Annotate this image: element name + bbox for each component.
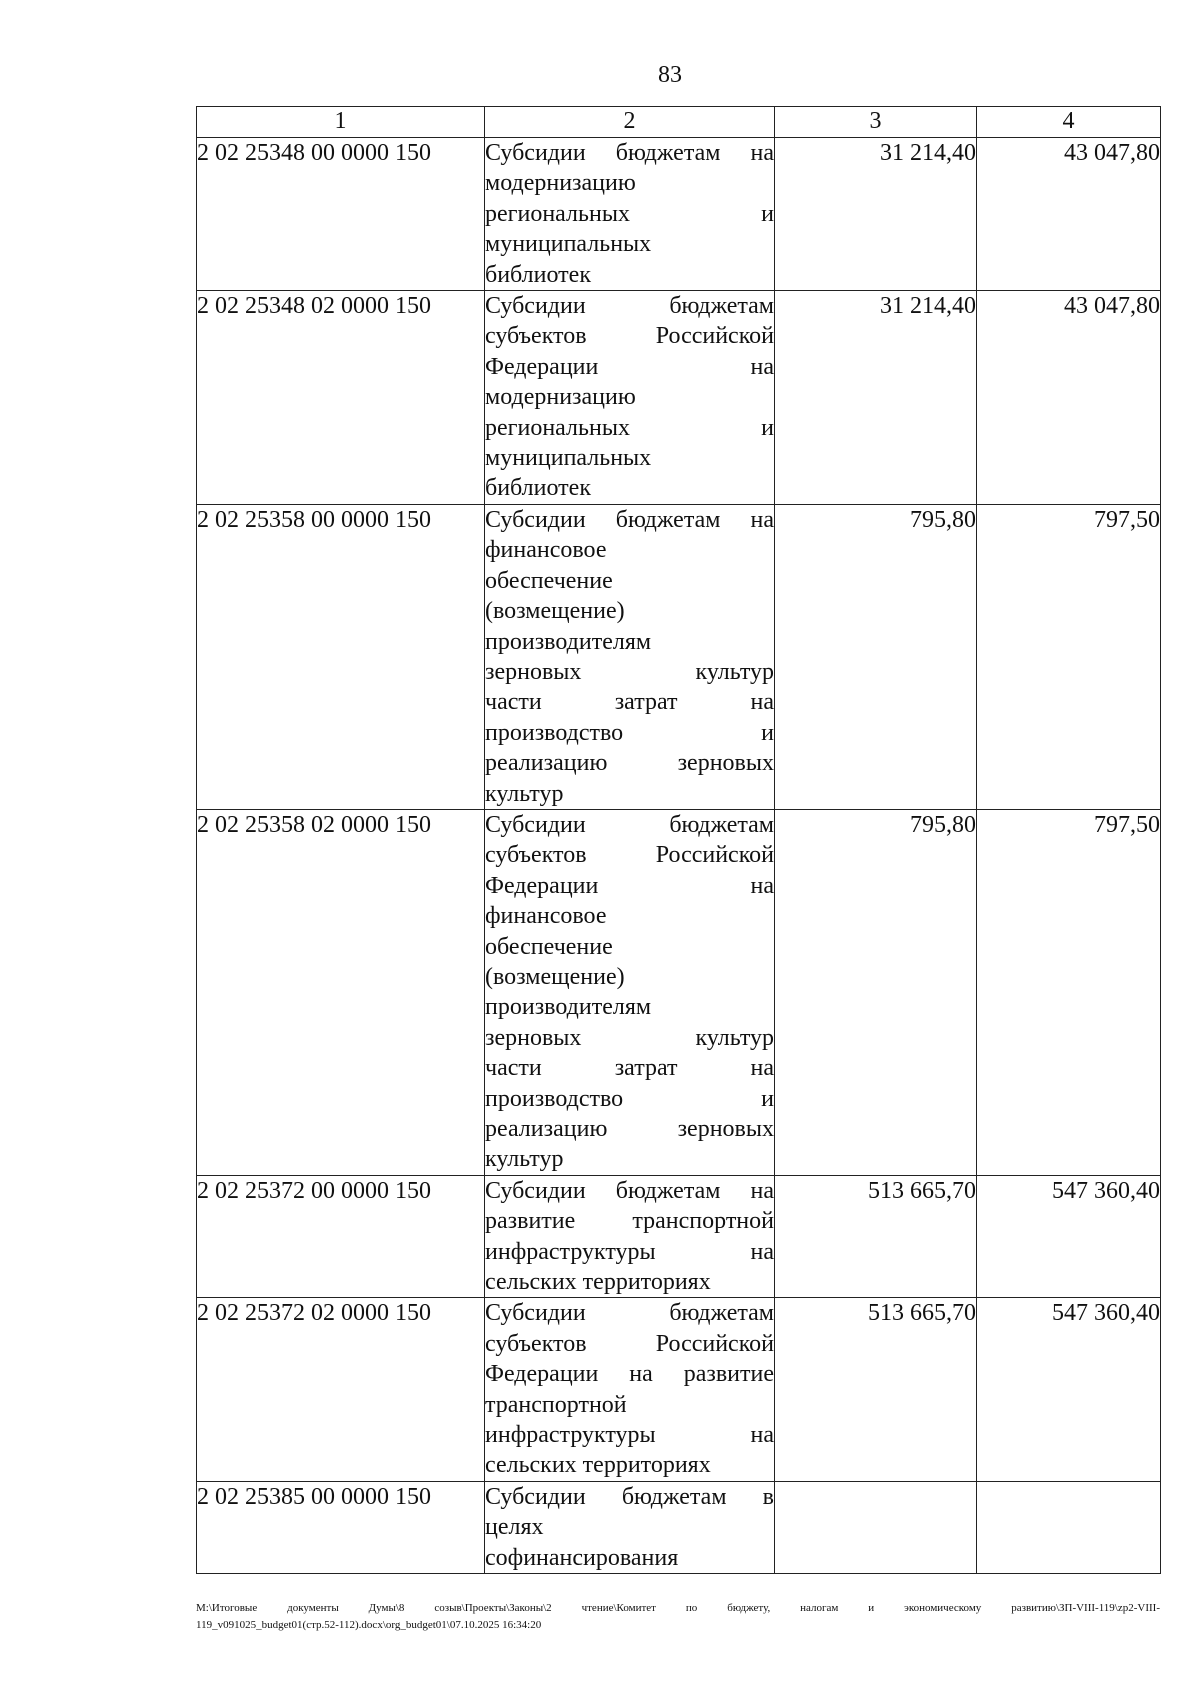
header-col-1: 1: [197, 107, 485, 138]
description-line: производителям: [485, 628, 652, 655]
row-col4-value: 797,50: [977, 809, 1161, 1175]
description-line: Федерации на: [485, 353, 774, 380]
row-description: [485, 1298, 775, 1481]
description-line: производство и: [485, 1085, 774, 1112]
description-line: зерновых культур: [485, 658, 774, 685]
row-code: 2 02 25372 00 0000 150: [197, 1175, 485, 1298]
footer-line-1: M:\Итоговые документы Думы\8 созыв\Проекты\Законы\2 чтение\Комитет по бюджету, налогам и экономическому развитию\ЗП-VIII-119\zp2-VIII-: [196, 1602, 1160, 1614]
description-line: муниципальных: [485, 231, 652, 258]
row-col4-value: 547 360,40: [977, 1175, 1161, 1298]
row-description: [485, 809, 775, 1175]
description-line: субъектов Российской: [485, 323, 774, 350]
row-col4-value: 547 360,40: [977, 1298, 1161, 1481]
description-line: региональных и: [485, 414, 774, 441]
description-line: Федерации на: [485, 872, 774, 899]
table-row: [197, 809, 1161, 1175]
description-line: библиотек: [485, 261, 591, 288]
row-col3-value: 513 665,70: [775, 1298, 977, 1481]
description-line: софинансирования: [485, 1544, 679, 1571]
row-col3-value: 31 214,40: [775, 138, 977, 291]
row-code: 2 02 25385 00 0000 150: [197, 1481, 485, 1573]
row-code: 2 02 25358 00 0000 150: [197, 504, 485, 809]
table-row: [197, 138, 1161, 291]
description-line: производителям: [485, 994, 652, 1021]
budget-table: [196, 106, 1161, 1574]
description-line: Субсидии бюджетам в: [485, 1483, 774, 1510]
row-code: 2 02 25358 02 0000 150: [197, 809, 485, 1175]
description-line: обеспечение: [485, 567, 613, 594]
description-line: обеспечение: [485, 933, 613, 960]
header-col-4: 4: [977, 107, 1161, 138]
description-line: реализацию зерновых: [485, 1116, 774, 1142]
table-row: [197, 1298, 1161, 1481]
description-line: Федерации на развитие: [485, 1361, 774, 1388]
description-line: финансовое: [485, 537, 607, 564]
table-row: [197, 1175, 1161, 1298]
table-row: [197, 291, 1161, 505]
header-col-3: 3: [775, 107, 977, 138]
description-line: части затрат на: [485, 1055, 774, 1082]
row-description: [485, 291, 775, 505]
table-body: [197, 138, 1161, 1574]
description-line: транспортной: [485, 1391, 627, 1418]
description-line: Субсидии бюджетам на: [485, 506, 774, 533]
row-description: [485, 504, 775, 809]
description-line: инфраструктуры на: [485, 1422, 774, 1449]
description-line: Субсидии бюджетам на: [485, 140, 774, 166]
page-number: 83: [658, 62, 682, 88]
description-line: сельских территориях: [485, 1269, 711, 1296]
description-line: субъектов Российской: [485, 1330, 774, 1357]
footer-line-2: 119_v091025_budget01(стр.52-112).docx\org_budget01\07.10.2025 16:34:20: [196, 1619, 542, 1631]
row-code: 2 02 25372 02 0000 150: [197, 1298, 485, 1481]
description-line: культур: [485, 1146, 564, 1173]
row-col3-value: 795,80: [775, 504, 977, 809]
document-path-footer: [196, 1600, 1160, 1634]
row-col3-value: 31 214,40: [775, 291, 977, 505]
row-col4-value: 43 047,80: [977, 291, 1161, 505]
description-line: сельских территориях: [485, 1452, 711, 1479]
description-line: Субсидии бюджетам: [485, 293, 774, 320]
header-col-2: 2: [485, 107, 775, 138]
table-row: [197, 504, 1161, 809]
description-line: развитие транспортной: [485, 1208, 774, 1235]
row-description: [485, 1175, 775, 1298]
description-line: субъектов Российской: [485, 842, 774, 869]
row-description: [485, 138, 775, 291]
row-col4-value: 43 047,80: [977, 138, 1161, 291]
description-line: производство и: [485, 719, 774, 746]
table-row: [197, 1481, 1161, 1573]
description-line: библиотек: [485, 475, 591, 502]
row-col3-value: [775, 1481, 977, 1573]
row-code: 2 02 25348 02 0000 150: [197, 291, 485, 505]
description-line: реализацию зерновых: [485, 750, 774, 777]
description-line: целях: [485, 1514, 544, 1541]
description-line: инфраструктуры на: [485, 1238, 774, 1265]
description-line: (возмещение): [485, 598, 625, 625]
description-line: (возмещение): [485, 963, 625, 990]
row-description: [485, 1481, 775, 1573]
description-line: Субсидии бюджетам на: [485, 1177, 774, 1204]
row-col4-value: [977, 1481, 1161, 1573]
row-col3-value: 513 665,70: [775, 1175, 977, 1298]
description-line: зерновых культур: [485, 1024, 774, 1051]
description-line: модернизацию: [485, 384, 636, 411]
description-line: финансовое: [485, 903, 607, 930]
description-line: муниципальных: [485, 445, 652, 472]
description-line: культур: [485, 780, 564, 807]
description-line: Субсидии бюджетам: [485, 811, 774, 838]
row-code: 2 02 25348 00 0000 150: [197, 138, 485, 291]
description-line: части затрат на: [485, 689, 774, 716]
description-line: региональных и: [485, 200, 774, 227]
description-line: Субсидии бюджетам: [485, 1300, 774, 1327]
description-line: модернизацию: [485, 170, 636, 197]
row-col4-value: 797,50: [977, 504, 1161, 809]
row-col3-value: 795,80: [775, 809, 977, 1175]
table-header-row: [197, 107, 1161, 138]
